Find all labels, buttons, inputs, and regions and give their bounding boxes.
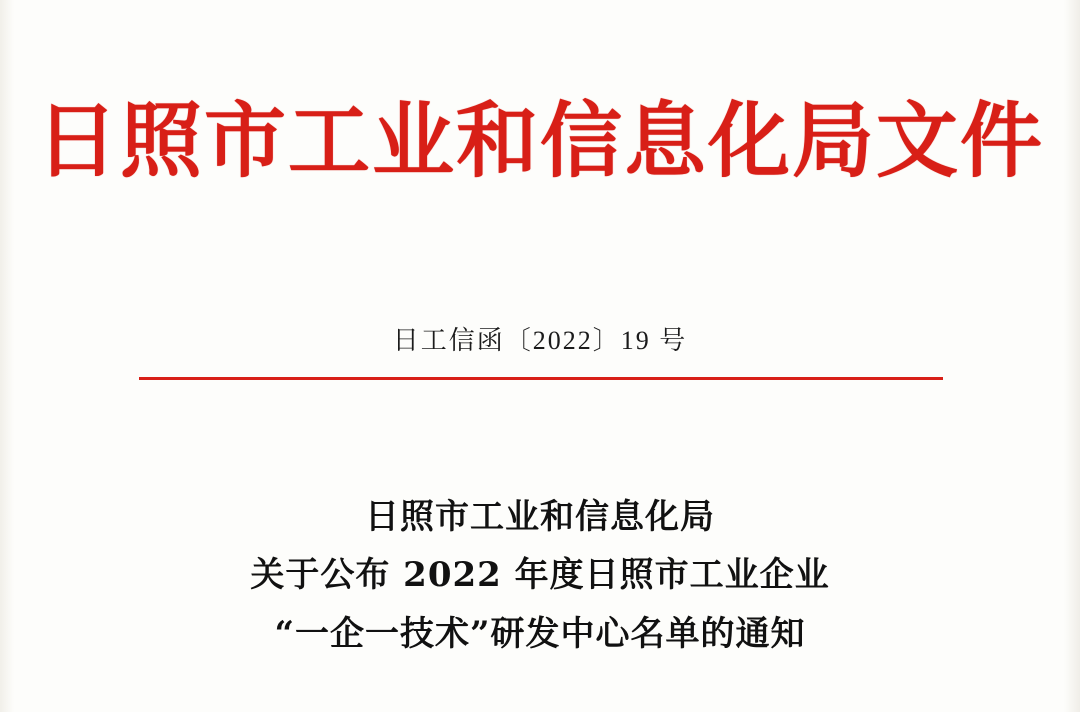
document-number: 日工信函〔2022〕19 号 <box>392 326 688 355</box>
red-divider-rule <box>139 377 943 380</box>
document-title-line-1: 日照市工业和信息化局 <box>365 497 715 537</box>
issuing-authority-banner: 日照市工业和信息化局文件 <box>35 93 1044 189</box>
document-title-block <box>0 488 1080 663</box>
document-title-line-2: 关于公布 2022 年度日照市工业企业 <box>250 555 830 596</box>
document-header <box>0 93 1080 189</box>
document-title-line-3: “一企一技术”研发中心名单的通知 <box>274 613 806 654</box>
